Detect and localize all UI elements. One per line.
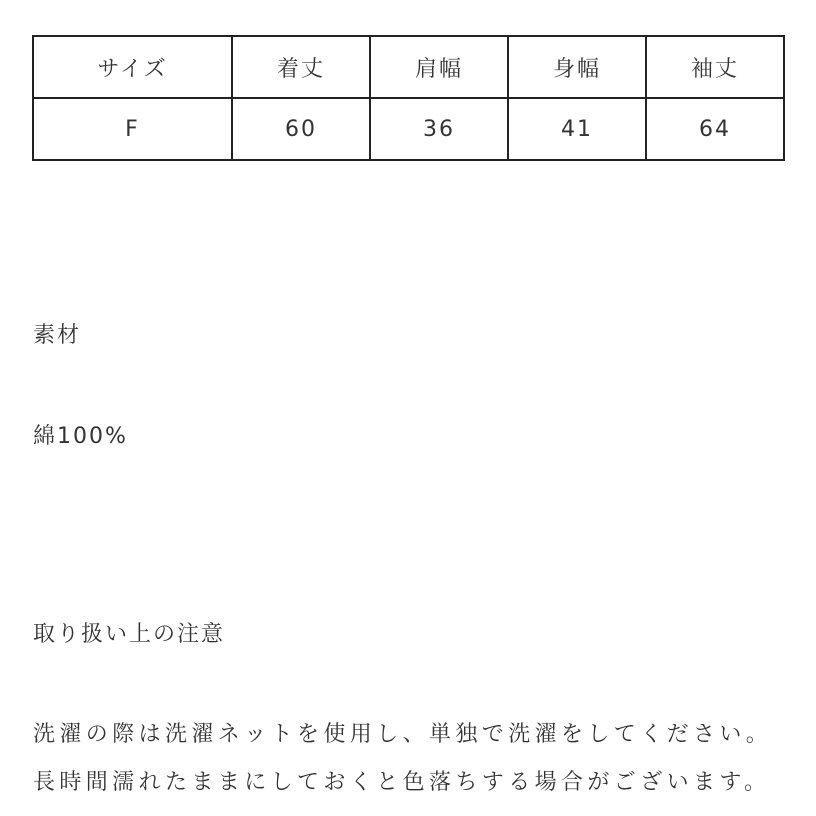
material-label: 素材 <box>33 323 82 348</box>
header-sleeve-length: 袖丈 <box>646 36 784 98</box>
header-size: サイズ <box>33 36 232 98</box>
header-length: 着丈 <box>232 36 370 98</box>
cell-size: F <box>33 98 232 160</box>
care-line-2: 長時間濡れたままにしておくと色落ちする場合がございます。 <box>33 770 771 795</box>
header-body-width: 身幅 <box>508 36 646 98</box>
cell-shoulder-width: 36 <box>370 98 508 160</box>
material-value: 綿100% <box>33 424 128 449</box>
care-line-1: 洗濯の際は洗濯ネットを使用し、単独で洗濯をしてください。 <box>33 722 773 747</box>
cell-body-width: 41 <box>508 98 646 160</box>
size-table-header-row <box>33 36 784 98</box>
cell-length: 60 <box>232 98 370 160</box>
cell-sleeve-length: 64 <box>646 98 784 160</box>
size-table-row <box>33 98 784 160</box>
header-shoulder-width: 肩幅 <box>370 36 508 98</box>
size-table <box>32 35 785 161</box>
care-label: 取り扱い上の注意 <box>33 622 226 647</box>
